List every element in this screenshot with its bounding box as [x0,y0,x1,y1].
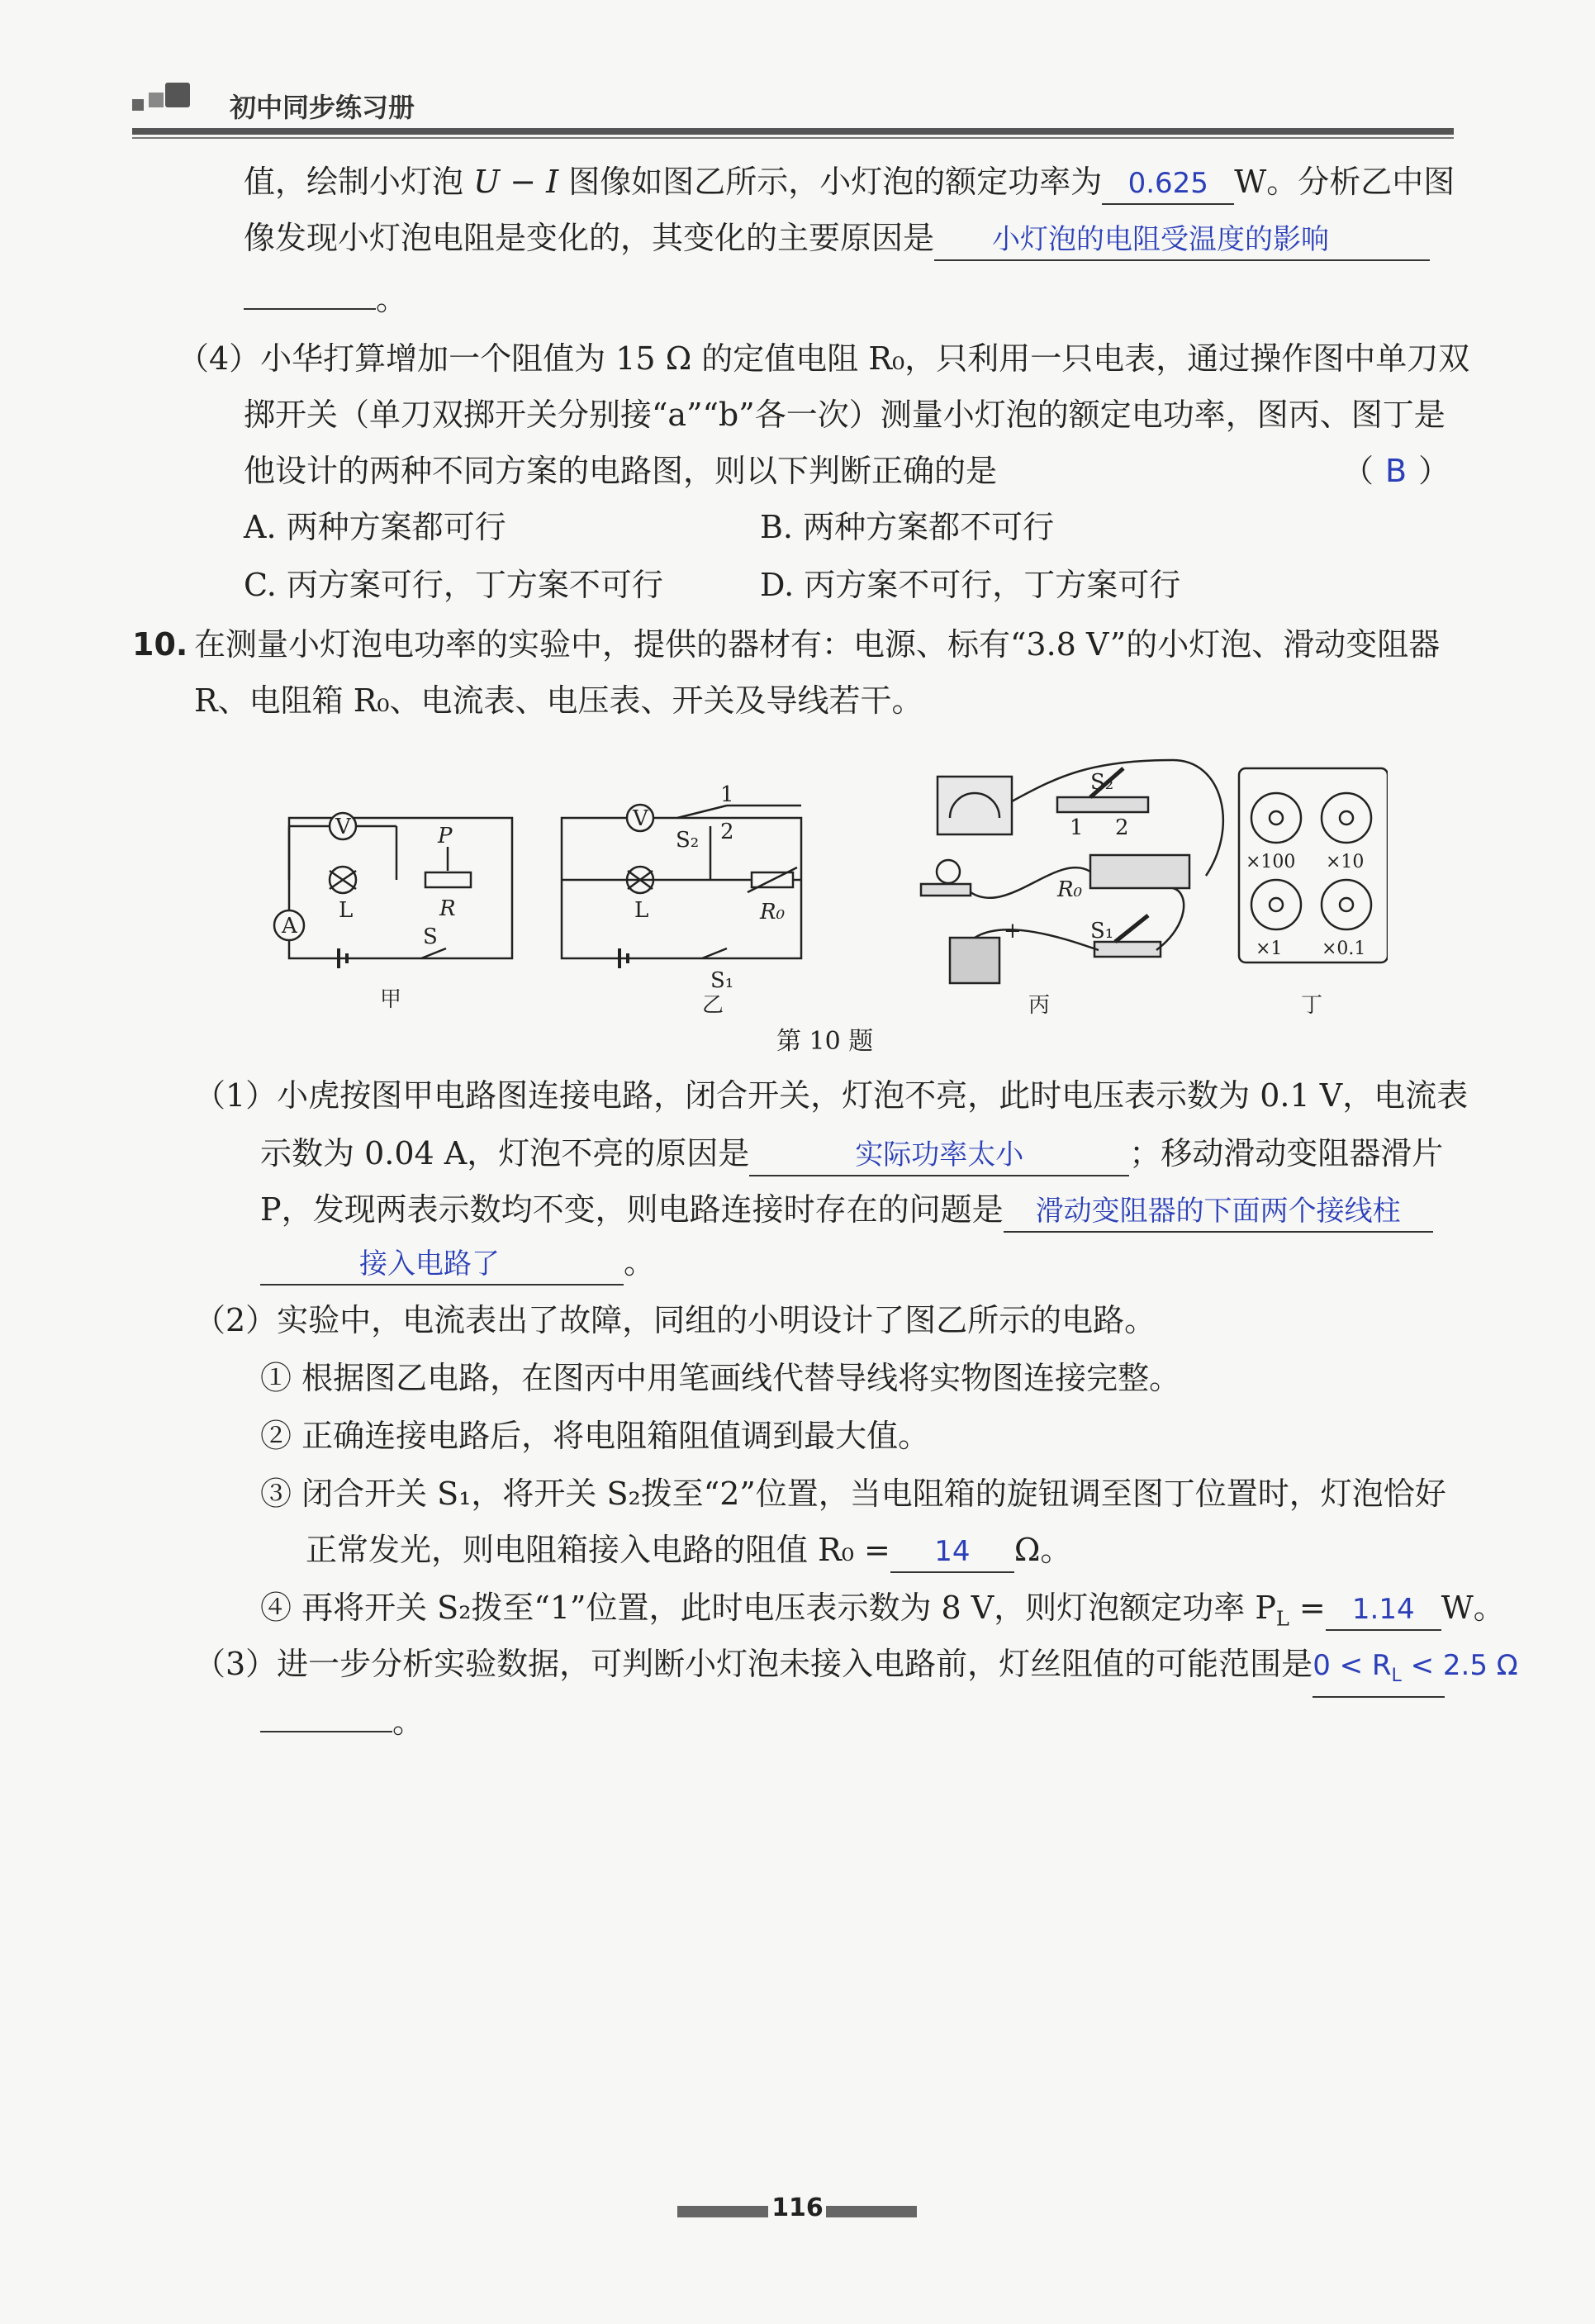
apparatus-bing [921,760,1223,983]
label-jia: 甲 [380,987,402,1012]
question-number: 10. [132,626,188,663]
option-d: D. 丙方案不可行，丁方案可行 [760,567,1181,603]
jia-lamp-label: L [339,898,354,923]
yi-lamp-label: L [634,898,649,923]
yi-contact-2: 2 [720,820,734,844]
jia-rheostat-label: R [439,896,456,921]
bing-contact-2: 2 [1115,815,1129,840]
yi-contact-1: 1 [720,782,734,807]
answer-cause: 实际功率太小 [749,1135,1129,1176]
box-x100: ×100 [1246,852,1296,872]
q10-part1-line-1: （1）小虎按图甲电路图连接电路，闭合开关，灯泡不亮，此时电压表示数为 0.1 V，电流表 [194,1077,1469,1114]
q9-part4-line-3: 他设计的两种不同方案的电路图，则以下判断正确的是 [244,453,998,489]
circuit-figure [264,727,1388,1074]
answer-choice: B [1385,453,1407,489]
q9-part4-line-2: 掷开关（单刀双掷开关分别接“a”“b”各一次）测量小灯泡的额定电功率，图丙、图丁是 [244,397,1445,433]
answer-range: $0 < R_L < 2.5$ Ω [1313,1646,1445,1698]
bing-s1-label: S₁ [1090,919,1114,943]
yi-s1-label: S₁ [710,968,734,993]
q9-line-2: 像发现小灯泡电阻是变化的，其变化的主要原因是 小灯泡的电阻受温度的影响 [244,218,1430,261]
header-rule [132,128,1454,135]
option-b: B. 两种方案都不可行 [760,509,1055,545]
circuit-jia [274,813,512,968]
jia-voltmeter-label: V [335,815,351,839]
option-a: A. 两种方案都可行 [244,509,506,545]
bing-r0-label: R₀ [1057,877,1082,902]
q10-part1-line-2: 示数为 0.04 A，灯泡不亮的原因是 实际功率太小 ；移动滑动变阻器滑片 [260,1133,1443,1176]
q10-line-1: 在测量小灯泡电功率的实验中，提供的器材有：电源、标有“3.8 V”的小灯泡、滑动变阻器 [194,626,1441,663]
bing-s2-label: S₂ [1090,770,1114,795]
page-number: 116 [771,2193,824,2222]
box-x10: ×10 [1326,852,1365,872]
q10-part2-line-1: （2）实验中，电流表出了故障，同组的小明设计了图乙所示的电路。 [194,1302,1156,1338]
book-title: 初中同步练习册 [230,92,415,123]
header-rule-thin [132,137,1454,139]
jia-switch-label: S [423,924,438,949]
label-bing: 丙 [1028,993,1051,1018]
q10-part2-step-3b: 正常发光，则电阻箱接入电路的阻值 R₀ = 14 Ω。 [306,1530,1071,1573]
q10-part2-step-2: ② 正确连接电路后，将电阻箱阻值调到最大值。 [260,1418,930,1454]
q10-line-2: R、电阻箱 R₀、电流表、电压表、开关及导线若干。 [194,682,923,719]
label-yi: 乙 [702,993,724,1018]
answer-rated-power: 0.625 [1102,164,1234,205]
yi-r0-label: R₀ [760,900,785,924]
q9-part4-line-1: （4）小华打算增加一个阻值为 15 Ω 的定值电阻 R₀，只利用一只电表，通过操作图中单刀双 [178,340,1470,377]
q10-part1-line-4: 接入电路了 。 [260,1243,655,1286]
bing-contact-1: 1 [1070,815,1084,840]
q9-line-1: 值，绘制小灯泡 U − I 图像如图乙所示，小灯泡的额定功率为 0.625 W。分析乙中图 [244,162,1455,205]
q10-part1-line-3: P，发现两表示数均不变，则电路连接时存在的问题是 滑动变阻器的下面两个接线柱 [260,1190,1433,1233]
answer-problem-1: 滑动变阻器的下面两个接线柱 [1004,1191,1433,1233]
answer-pl: 1.14 [1326,1590,1441,1631]
q10-part2-step-1: ① 根据图乙电路，在图丙中用笔画线代替导线将实物图连接完整。 [260,1360,1181,1396]
bing-plus-label: + [1004,919,1022,943]
label-ding: 丁 [1301,993,1323,1018]
q10-part3-line-1: （3）进一步分析实验数据，可判断小灯泡未接入电路前，灯丝阻值的可能范围是$0 < R_L < 2.5$ Ω [194,1644,1445,1698]
option-c: C. 丙方案可行，丁方案不可行 [244,567,663,603]
box-x1: ×1 [1256,939,1283,959]
box-x01: ×0.1 [1322,939,1366,959]
jia-ammeter-label: A [282,914,297,939]
q10-part2-step-3a: ③ 闭合开关 S₁，将开关 S₂拨至“2”位置，当电阻箱的旋钮调至图丁位置时，灯泡恰好 [260,1476,1446,1512]
yi-voltmeter-label: V [633,806,648,831]
answer-paren: （ B ） [1342,453,1450,489]
answer-problem-2: 接入电路了 [260,1244,624,1286]
yi-s2-label: S₂ [676,828,700,853]
q10-part2-step-4: ④ 再将开关 S₂拨至“1”位置，此时电压表示数为 8 V，则灯泡额定功率 $P_L = 1.14$ W。 [260,1590,1505,1631]
answer-r0: 14 [890,1532,1014,1573]
figure-caption: 第 10 题 [776,1027,874,1056]
answer-reason: 小灯泡的电阻受温度的影响 [934,220,1430,261]
q10-part3-line-2: 。 [260,1702,424,1742]
jia-slider-label: P [438,824,453,848]
q9-line-3: 。 [244,279,407,319]
